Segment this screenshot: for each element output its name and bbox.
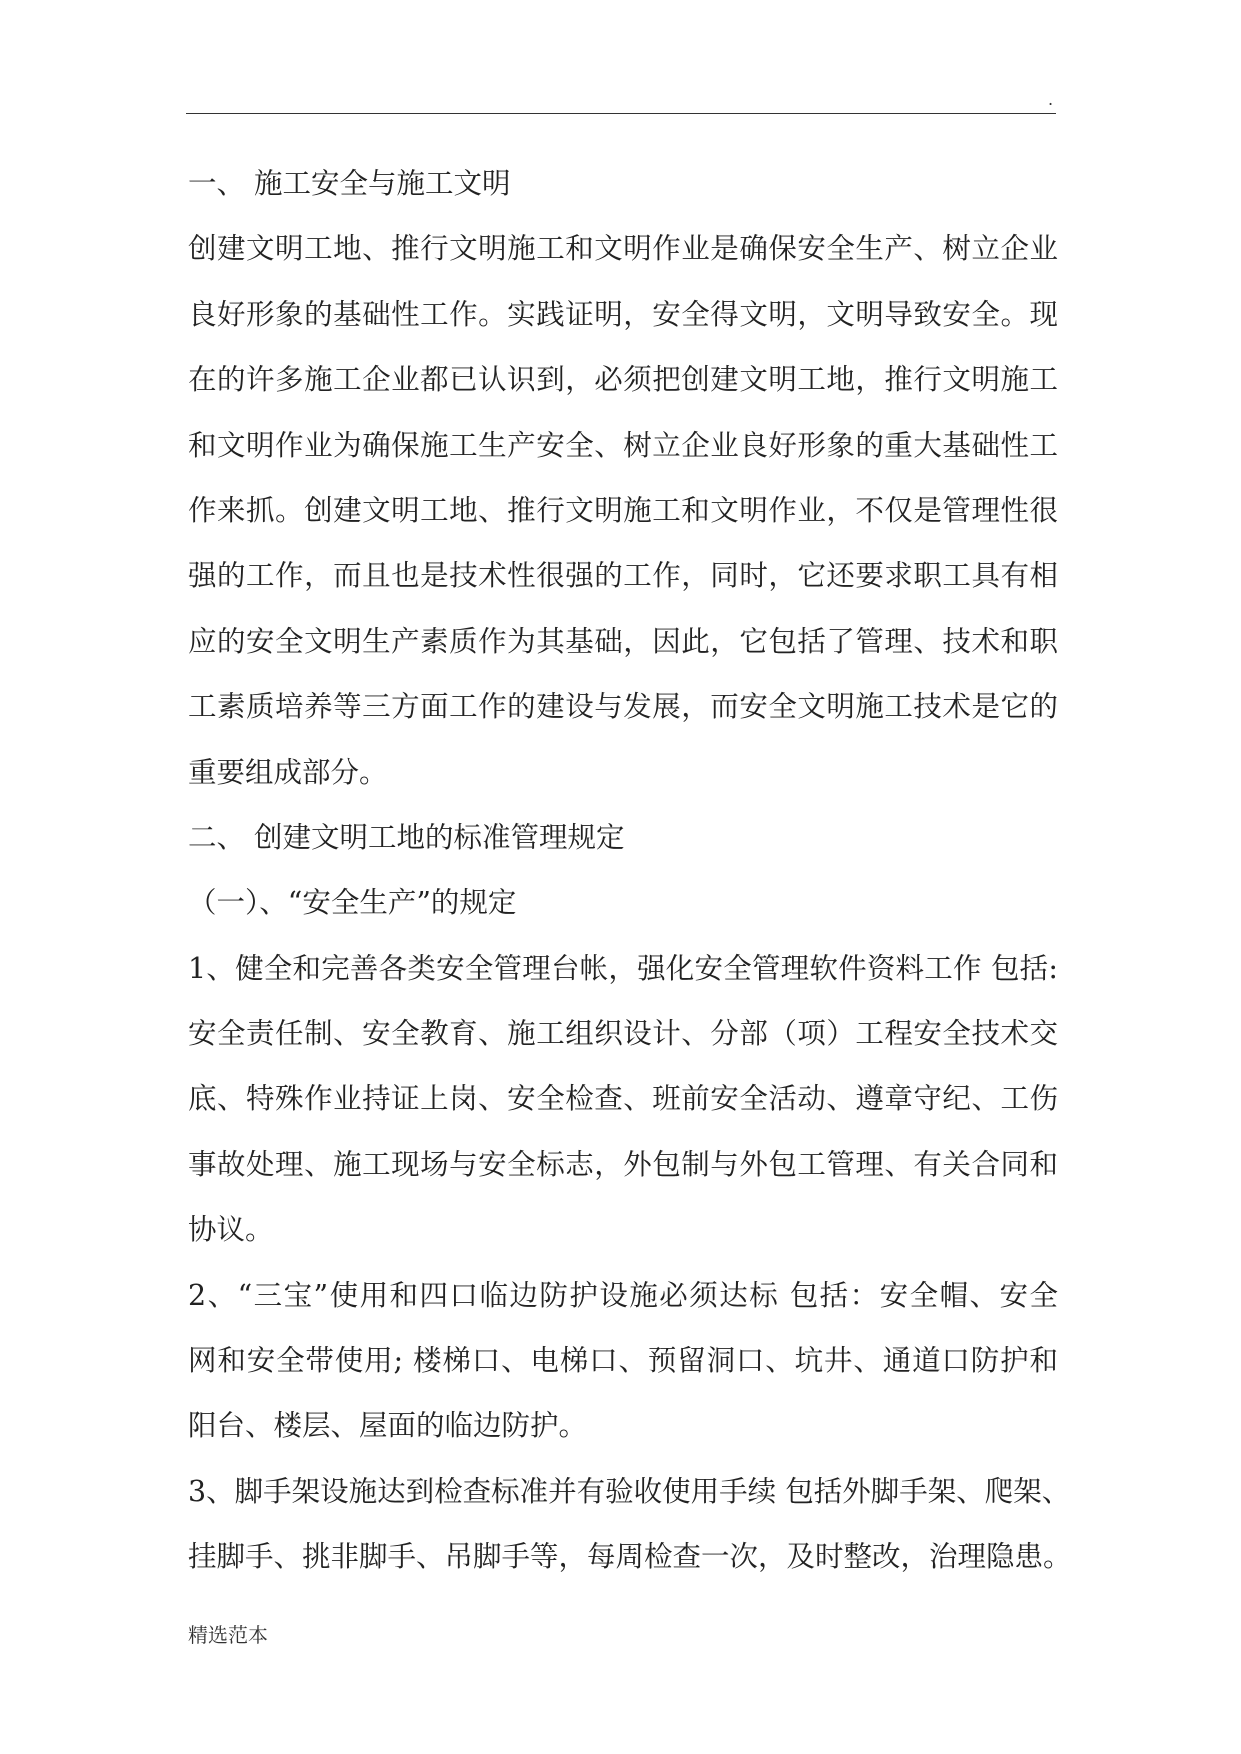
text-line: （一）、“安全生产”的规定 <box>188 886 517 920</box>
text-line: 和文明作业为确保施工生产安全、树立企业良好形象的重大基础性工 <box>188 428 1058 462</box>
text-line: 一、 施工安全与施工文明 <box>188 167 511 200</box>
text-line: 二、 创建文明工地的标准管理规定 <box>188 820 625 854</box>
footer-text: 精选范本 <box>188 1623 268 1647</box>
text-line: 网和安全带使用; 楼梯口、电梯口、预留洞口、坑井、通道口防护和 <box>188 1344 1058 1378</box>
text-line: 工素质培养等三方面工作的建设与发展，而安全文明施工技术是它的 <box>188 690 1058 724</box>
text-line: 协议。 <box>188 1213 274 1247</box>
text-line: 作来抓。创建文明工地、推行文明施工和文明作业，不仅是管理性很 <box>188 493 1058 527</box>
text-line: 创建文明工地、推行文明施工和文明作业是确保安全生产、树立企业 <box>188 232 1058 266</box>
text-line: 强的工作，而且也是技术性很强的工作，同时，它还要求职工具有相 <box>188 559 1058 593</box>
text-line: 安全责任制、安全教育、施工组织设计、分部（项）工程安全技术交 <box>188 1017 1058 1051</box>
header-rule <box>186 113 1056 114</box>
text-line: 挂脚手、挑非脚手、吊脚手等，每周检查一次，及时整改，治理隐患。 <box>188 1540 1072 1574</box>
text-line: 阳台、楼层、屋面的临边防护。 <box>188 1409 588 1443</box>
text-line: 底、特殊作业持证上岗、安全检查、班前安全活动、遵章守纪、工伤 <box>188 1082 1058 1116</box>
text-line: 重要组成部分。 <box>188 755 388 789</box>
text-line: 3、脚手架设施达到检查标准并有验收使用手续 包括外脚手架、爬架、 <box>188 1474 1071 1508</box>
document-body <box>188 158 1072 1597</box>
text-line: 良好形象的基础性工作。实践证明，安全得文明，文明导致安全。现 <box>188 297 1058 331</box>
header-mark: . <box>1048 90 1054 109</box>
text-line: 1、健全和完善各类安全管理台帐，强化安全管理软件资料工作 包括: <box>188 951 1058 985</box>
text-line: 事故处理、施工现场与安全标志，外包制与外包工管理、有关合同和 <box>188 1147 1058 1181</box>
text-line: 在的许多施工企业都已认识到，必须把创建文明工地，推行文明施工 <box>188 363 1058 397</box>
text-line: 2、“三宝”使用和四口临边防护设施必须达标 包括：安全帽、安全 <box>188 1278 1058 1312</box>
text-line: 应的安全文明生产素质作为其基础，因此，它包括了管理、技术和职 <box>188 624 1058 658</box>
